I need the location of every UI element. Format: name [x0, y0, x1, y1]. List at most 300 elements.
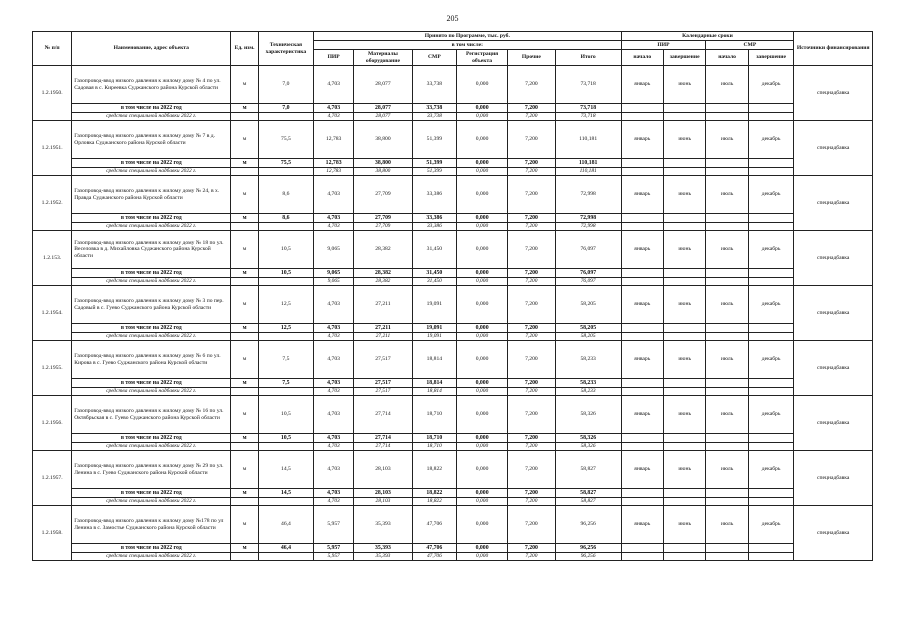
empty-cell	[621, 379, 663, 388]
col-pir-start-header: начало	[621, 50, 663, 66]
unit-cell: м	[231, 341, 259, 379]
empty-cell	[663, 104, 705, 113]
total-cell: 73,718	[555, 104, 621, 113]
source-cell: спецнадбавка	[794, 66, 873, 121]
materials-cell: 27,714	[354, 434, 412, 443]
object-name: Газопровод-ввод низкого давления к жилому дому № 29 по ул. Ленина в с. Гуево Суджанского района Курской области	[72, 451, 231, 489]
total-cell: 58,326	[555, 443, 621, 451]
tech-cell: 7,5	[258, 379, 313, 388]
unit-cell: м	[231, 104, 259, 113]
materials-cell: 28,077	[354, 104, 412, 113]
registration-cell: 0,000	[457, 396, 508, 434]
materials-cell: 28,103	[354, 451, 412, 489]
smr-cell: 18,814	[412, 379, 457, 388]
row-number: 1.2.1955.	[33, 341, 72, 396]
object-name: Газопровод-ввод низкого давления к жилому дому № 7 в д. Орловка Суджанского района Курской области	[72, 121, 231, 159]
pir-end-cell: июнь	[663, 176, 705, 214]
tech-cell: 7,5	[258, 341, 313, 379]
registration-cell: 0,000	[457, 231, 508, 269]
empty-cell	[231, 498, 259, 506]
special-allowance-row	[33, 333, 873, 341]
empty-cell	[748, 498, 794, 506]
empty-cell	[258, 223, 313, 231]
pir-end-cell: июнь	[663, 341, 705, 379]
empty-cell	[231, 553, 259, 561]
unit-cell: м	[231, 451, 259, 489]
empty-cell	[748, 269, 794, 278]
other-cell: 7,200	[508, 506, 556, 544]
table-body	[33, 66, 873, 561]
pir-start-cell: январь	[621, 341, 663, 379]
registration-cell: 0,000	[457, 443, 508, 451]
row-number: 1.2.1952.	[33, 176, 72, 231]
total-cell: 58,233	[555, 379, 621, 388]
materials-cell: 27,211	[354, 324, 412, 333]
materials-cell: 27,517	[354, 379, 412, 388]
other-cell: 7,200	[508, 553, 556, 561]
smr-cell: 51,399	[412, 121, 457, 159]
registration-cell: 0,000	[457, 434, 508, 443]
col-pir-header: ПИР	[314, 50, 354, 66]
registration-cell: 0,000	[457, 286, 508, 324]
tech-cell: 14,5	[258, 489, 313, 498]
special-allowance-row	[33, 388, 873, 396]
object-name: Газопровод-ввод низкого давления к жилому дому № 18 по ул. Веселовка в д. Михайловка Суджанского района Курской области	[72, 231, 231, 269]
other-cell: 7,200	[508, 341, 556, 379]
total-cell: 58,205	[555, 324, 621, 333]
empty-cell	[621, 443, 663, 451]
pir-cell: 4,703	[314, 379, 354, 388]
pir-start-cell: январь	[621, 396, 663, 434]
pir-cell: 4,703	[314, 388, 354, 396]
smr-end-cell: декабрь	[748, 286, 794, 324]
empty-cell	[621, 388, 663, 396]
pir-cell: 4,703	[314, 176, 354, 214]
materials-cell: 38,800	[354, 168, 412, 176]
registration-cell: 0,000	[457, 176, 508, 214]
smr-end-cell: декабрь	[748, 176, 794, 214]
source-cell: спецнадбавка	[794, 231, 873, 286]
year-total-label: в том числе на 2022 год	[72, 104, 231, 113]
pir-cell: 9,065	[314, 231, 354, 269]
pir-cell: 4,703	[314, 286, 354, 324]
pir-end-cell: июнь	[663, 396, 705, 434]
unit-cell: м	[231, 544, 259, 553]
registration-cell: 0,000	[457, 214, 508, 223]
special-allowance-row	[33, 223, 873, 231]
cal-smr-header: СМР	[706, 41, 794, 50]
unit-cell: м	[231, 434, 259, 443]
special-allowance-label: средства специальной надбавки 2022 г.	[72, 443, 231, 451]
smr-cell: 18,814	[412, 388, 457, 396]
other-cell: 7,200	[508, 379, 556, 388]
pir-end-cell: июнь	[663, 121, 705, 159]
table-row	[33, 341, 873, 379]
other-cell: 7,200	[508, 489, 556, 498]
pir-cell: 9,065	[314, 278, 354, 286]
empty-cell	[621, 159, 663, 168]
unit-cell: м	[231, 231, 259, 269]
empty-cell	[621, 434, 663, 443]
registration-cell: 0,000	[457, 66, 508, 104]
special-allowance-row	[33, 443, 873, 451]
empty-cell	[748, 113, 794, 121]
registration-cell: 0,000	[457, 223, 508, 231]
empty-cell	[621, 324, 663, 333]
empty-cell	[748, 553, 794, 561]
row-number: 1.2.1950.	[33, 66, 72, 121]
special-allowance-label: средства специальной надбавки 2022 г.	[72, 498, 231, 506]
tech-cell: 14,5	[258, 451, 313, 489]
materials-cell: 28,077	[354, 66, 412, 104]
empty-cell	[231, 223, 259, 231]
empty-cell	[748, 104, 794, 113]
year-total-row	[33, 324, 873, 333]
registration-cell: 0,000	[457, 121, 508, 159]
empty-cell	[231, 443, 259, 451]
empty-cell	[621, 214, 663, 223]
total-cell: 58,233	[555, 388, 621, 396]
empty-cell	[663, 489, 705, 498]
empty-cell	[706, 489, 748, 498]
empty-cell	[231, 168, 259, 176]
empty-cell	[706, 379, 748, 388]
tech-cell: 46,4	[258, 544, 313, 553]
empty-cell	[663, 553, 705, 561]
total-cell: 110,181	[555, 121, 621, 159]
smr-cell: 19,091	[412, 324, 457, 333]
unit-cell: м	[231, 159, 259, 168]
empty-cell	[663, 223, 705, 231]
smr-start-cell: июль	[706, 286, 748, 324]
empty-cell	[748, 443, 794, 451]
registration-cell: 0,000	[457, 341, 508, 379]
unit-cell: м	[231, 396, 259, 434]
tech-cell: 75,5	[258, 159, 313, 168]
unit-cell: м	[231, 506, 259, 544]
col-tech-header: Техническая характеристика	[258, 32, 313, 66]
pir-cell: 4,703	[314, 396, 354, 434]
other-cell: 7,200	[508, 168, 556, 176]
smr-start-cell: июль	[706, 66, 748, 104]
smr-start-cell: июль	[706, 506, 748, 544]
row-number: 1.2.1956.	[33, 396, 72, 451]
pir-cell: 4,703	[314, 333, 354, 341]
smr-cell: 33,386	[412, 223, 457, 231]
pir-start-cell: январь	[621, 176, 663, 214]
source-cell: спецнадбавка	[794, 396, 873, 451]
other-cell: 7,200	[508, 498, 556, 506]
tech-cell: 10,5	[258, 434, 313, 443]
object-name: Газопровод-ввод низкого давления к жилому дому № 3 по пер. Садовый в с. Гуево Суджанского района Курской области	[72, 286, 231, 324]
materials-cell: 27,211	[354, 333, 412, 341]
other-cell: 7,200	[508, 544, 556, 553]
materials-cell: 28,382	[354, 278, 412, 286]
smr-cell: 18,710	[412, 443, 457, 451]
registration-cell: 0,000	[457, 451, 508, 489]
smr-cell: 18,822	[412, 498, 457, 506]
registration-cell: 0,000	[457, 324, 508, 333]
smr-cell: 31,450	[412, 278, 457, 286]
tech-cell: 12,5	[258, 286, 313, 324]
special-allowance-label: средства специальной надбавки 2022 г.	[72, 333, 231, 341]
unit-cell: м	[231, 269, 259, 278]
total-cell: 110,181	[555, 168, 621, 176]
empty-cell	[663, 333, 705, 341]
empty-cell	[663, 214, 705, 223]
empty-cell	[621, 333, 663, 341]
pir-cell: 5,957	[314, 553, 354, 561]
registration-cell: 0,000	[457, 388, 508, 396]
smr-cell: 51,399	[412, 168, 457, 176]
pir-start-cell: январь	[621, 121, 663, 159]
other-cell: 7,200	[508, 451, 556, 489]
registration-cell: 0,000	[457, 498, 508, 506]
smr-cell: 51,399	[412, 159, 457, 168]
other-cell: 7,200	[508, 396, 556, 434]
empty-cell	[706, 333, 748, 341]
pir-cell: 12,783	[314, 121, 354, 159]
empty-cell	[231, 333, 259, 341]
smr-cell: 18,814	[412, 341, 457, 379]
pir-start-cell: январь	[621, 286, 663, 324]
registration-cell: 0,000	[457, 506, 508, 544]
col-pir-end-header: завершение	[663, 50, 705, 66]
registration-cell: 0,000	[457, 159, 508, 168]
empty-cell	[663, 324, 705, 333]
total-cell: 72,998	[555, 223, 621, 231]
total-cell: 110,181	[555, 159, 621, 168]
empty-cell	[748, 544, 794, 553]
materials-cell: 27,709	[354, 176, 412, 214]
registration-cell: 0,000	[457, 544, 508, 553]
special-allowance-row	[33, 168, 873, 176]
special-allowance-row	[33, 113, 873, 121]
registration-cell: 0,000	[457, 168, 508, 176]
empty-cell	[748, 278, 794, 286]
pir-cell: 12,783	[314, 159, 354, 168]
materials-cell: 27,211	[354, 286, 412, 324]
registration-cell: 0,000	[457, 113, 508, 121]
other-cell: 7,200	[508, 231, 556, 269]
materials-cell: 27,714	[354, 396, 412, 434]
smr-cell: 47,706	[412, 553, 457, 561]
pir-start-cell: январь	[621, 66, 663, 104]
object-name: Газопровод-ввод низкого давления к жилому дому № 16 по ул. Октябрьская в с. Гуево Суджанского района Курской области	[72, 396, 231, 434]
unit-cell: м	[231, 286, 259, 324]
table-row	[33, 506, 873, 544]
col-total-header: Итого	[555, 50, 621, 66]
empty-cell	[748, 434, 794, 443]
registration-cell: 0,000	[457, 489, 508, 498]
materials-cell: 28,103	[354, 498, 412, 506]
empty-cell	[748, 159, 794, 168]
other-cell: 7,200	[508, 104, 556, 113]
materials-cell: 27,714	[354, 443, 412, 451]
smr-start-cell: июль	[706, 176, 748, 214]
smr-cell: 18,710	[412, 396, 457, 434]
empty-cell	[621, 223, 663, 231]
year-total-label: в том числе на 2022 год	[72, 214, 231, 223]
empty-cell	[748, 489, 794, 498]
empty-cell	[663, 168, 705, 176]
empty-cell	[621, 498, 663, 506]
pir-cell: 4,703	[314, 498, 354, 506]
empty-cell	[706, 544, 748, 553]
smr-cell: 33,386	[412, 176, 457, 214]
materials-cell: 28,382	[354, 231, 412, 269]
pir-cell: 4,703	[314, 341, 354, 379]
empty-cell	[663, 159, 705, 168]
tech-cell: 7,0	[258, 66, 313, 104]
empty-cell	[621, 168, 663, 176]
object-name: Газопровод-ввод низкого давления к жилому дому № 24, в х. Правда Суджанского района Курской области	[72, 176, 231, 214]
empty-cell	[706, 443, 748, 451]
empty-cell	[706, 113, 748, 121]
empty-cell	[706, 159, 748, 168]
empty-cell	[621, 553, 663, 561]
total-cell: 96,256	[555, 506, 621, 544]
smr-end-cell: декабрь	[748, 66, 794, 104]
year-total-row	[33, 159, 873, 168]
total-cell: 58,205	[555, 286, 621, 324]
empty-cell	[231, 113, 259, 121]
pir-cell: 4,703	[314, 104, 354, 113]
special-allowance-label: средства специальной надбавки 2022 г.	[72, 223, 231, 231]
source-cell: спецнадбавка	[794, 451, 873, 506]
year-total-label: в том числе на 2022 год	[72, 324, 231, 333]
empty-cell	[231, 278, 259, 286]
col-materials-header: Материалы оборудование	[354, 50, 412, 66]
empty-cell	[258, 553, 313, 561]
empty-cell	[706, 324, 748, 333]
pir-cell: 4,703	[314, 324, 354, 333]
materials-cell: 35,393	[354, 544, 412, 553]
total-cell: 58,205	[555, 333, 621, 341]
col-source-header: Источники финансирования	[794, 32, 873, 66]
other-cell: 7,200	[508, 443, 556, 451]
tech-cell: 10,5	[258, 231, 313, 269]
empty-cell	[621, 544, 663, 553]
empty-cell	[706, 223, 748, 231]
smr-cell: 33,738	[412, 113, 457, 121]
pir-cell: 4,703	[314, 223, 354, 231]
col-unit-header: Ед. изм.	[231, 32, 259, 66]
total-cell: 72,998	[555, 214, 621, 223]
source-cell: спецнадбавка	[794, 121, 873, 176]
pir-cell: 4,703	[314, 489, 354, 498]
other-cell: 7,200	[508, 159, 556, 168]
smr-start-cell: июль	[706, 121, 748, 159]
total-cell: 58,827	[555, 498, 621, 506]
empty-cell	[706, 498, 748, 506]
row-number: 1.2.153.	[33, 231, 72, 286]
empty-cell	[258, 388, 313, 396]
year-total-label: в том числе на 2022 год	[72, 489, 231, 498]
total-cell: 76,097	[555, 278, 621, 286]
source-cell: спецнадбавка	[794, 176, 873, 231]
smr-cell: 31,450	[412, 231, 457, 269]
smr-cell: 47,706	[412, 506, 457, 544]
table-row	[33, 396, 873, 434]
tech-cell: 46,4	[258, 506, 313, 544]
pir-start-cell: январь	[621, 231, 663, 269]
pir-cell: 5,957	[314, 506, 354, 544]
materials-cell: 35,393	[354, 553, 412, 561]
other-cell: 7,200	[508, 278, 556, 286]
smr-cell: 33,738	[412, 66, 457, 104]
empty-cell	[748, 333, 794, 341]
unit-cell: м	[231, 176, 259, 214]
col-registration-header: Регистрация объекта	[457, 50, 508, 66]
tech-cell: 10,5	[258, 269, 313, 278]
year-total-row	[33, 379, 873, 388]
total-cell: 73,718	[555, 66, 621, 104]
other-cell: 7,200	[508, 121, 556, 159]
col-smr-end-header: завершение	[748, 50, 794, 66]
pir-cell: 4,703	[314, 66, 354, 104]
special-allowance-label: средства специальной надбавки 2022 г.	[72, 388, 231, 396]
total-cell: 76,097	[555, 269, 621, 278]
tech-cell: 8,6	[258, 214, 313, 223]
pir-end-cell: июнь	[663, 66, 705, 104]
total-cell: 58,326	[555, 434, 621, 443]
empty-cell	[748, 324, 794, 333]
materials-cell: 27,709	[354, 223, 412, 231]
object-name: Газопровод-ввод низкого давления к жилому дому № 6 по ул. Кирова в с. Гуево Суджанского района Курской области	[72, 341, 231, 379]
pir-cell: 4,703	[314, 434, 354, 443]
total-cell: 76,097	[555, 231, 621, 269]
registration-cell: 0,000	[457, 104, 508, 113]
empty-cell	[706, 168, 748, 176]
smr-cell: 18,710	[412, 434, 457, 443]
other-cell: 7,200	[508, 434, 556, 443]
object-name: Газопровод-ввод низкого давления к жилому дому №178 по ул Ленина в с. Замостье Суджанского района Курской области	[72, 506, 231, 544]
smr-start-cell: июль	[706, 231, 748, 269]
smr-end-cell: декабрь	[748, 341, 794, 379]
special-allowance-row	[33, 278, 873, 286]
table-row	[33, 286, 873, 324]
empty-cell	[663, 278, 705, 286]
table-row	[33, 66, 873, 104]
other-cell: 7,200	[508, 113, 556, 121]
smr-cell: 19,091	[412, 333, 457, 341]
special-allowance-label: средства специальной надбавки 2022 г.	[72, 553, 231, 561]
empty-cell	[258, 113, 313, 121]
other-cell: 7,200	[508, 388, 556, 396]
empty-cell	[231, 388, 259, 396]
total-cell: 72,998	[555, 176, 621, 214]
materials-cell: 35,393	[354, 506, 412, 544]
smr-cell: 47,706	[412, 544, 457, 553]
row-number: 1.2.1958.	[33, 506, 72, 561]
empty-cell	[621, 113, 663, 121]
unit-cell: м	[231, 214, 259, 223]
col-name-header: Наименование, адрес объекта	[72, 32, 231, 66]
empty-cell	[258, 443, 313, 451]
calendar-header: Календарные сроки	[621, 32, 794, 41]
empty-cell	[258, 278, 313, 286]
empty-cell	[663, 434, 705, 443]
pir-start-cell: январь	[621, 506, 663, 544]
smr-cell: 18,822	[412, 451, 457, 489]
empty-cell	[258, 498, 313, 506]
smr-cell: 31,450	[412, 269, 457, 278]
empty-cell	[748, 379, 794, 388]
registration-cell: 0,000	[457, 333, 508, 341]
empty-cell	[663, 443, 705, 451]
smr-end-cell: декабрь	[748, 396, 794, 434]
